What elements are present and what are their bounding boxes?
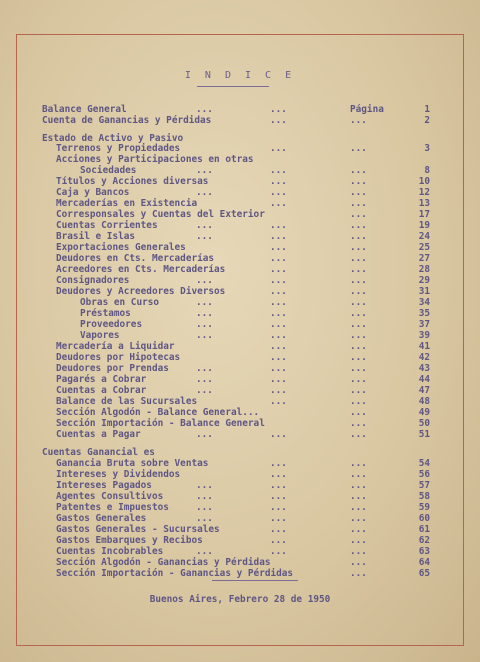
toc-entry-page-number: 48	[418, 396, 430, 407]
toc-entry-label: Acciones y Participaciones en otras	[56, 154, 254, 165]
toc-entry-leader: ...	[270, 480, 287, 491]
toc-entry	[0, 480, 480, 491]
toc-entry-leader: ...	[270, 458, 287, 469]
toc-entry-leader: ...	[270, 524, 287, 535]
toc-entry-leader: ...	[350, 308, 367, 319]
toc-entry	[0, 297, 480, 308]
toc-entry	[0, 396, 480, 407]
toc-entry-page-number: 39	[418, 330, 430, 341]
toc-entry	[0, 469, 480, 480]
toc-entry-leader: ...	[350, 491, 367, 502]
toc-entry-leader: ...	[350, 220, 367, 231]
toc-entry	[0, 242, 480, 253]
toc-entry-leader: ...	[270, 535, 287, 546]
toc-entry-label: Cuentas Ganancial es	[42, 447, 155, 458]
toc-entry-page-number: 61	[418, 524, 430, 535]
toc-entry-page-number: 34	[418, 297, 430, 308]
toc-entry-leader: ...	[196, 220, 213, 231]
toc-entry-leader: ...	[270, 491, 287, 502]
toc-entry-leader: ...	[270, 297, 287, 308]
toc-entry	[0, 491, 480, 502]
toc-entry	[0, 330, 480, 341]
toc-entry-leader: ...	[350, 253, 367, 264]
toc-entry-leader: ...	[270, 363, 287, 374]
toc-entry-page-number: 31	[418, 286, 430, 297]
toc-entry	[0, 524, 480, 535]
toc-entry-page-number: 2	[424, 115, 430, 126]
toc-entry-leader: ...	[350, 242, 367, 253]
toc-entry-leader: ...	[350, 407, 367, 418]
toc-entry-leader: ...	[270, 469, 287, 480]
toc-entry	[0, 143, 480, 154]
toc-entry-label: Deudores en Cts. Mercaderías	[56, 253, 215, 264]
toc-entry-leader: ...	[196, 502, 213, 513]
toc-entry-leader: ...	[270, 396, 287, 407]
toc-entry	[0, 363, 480, 374]
toc-entry-page-number: 59	[418, 502, 430, 513]
toc-entry	[0, 374, 480, 385]
toc-entry-label: Balance General	[42, 104, 127, 115]
toc-entry-label: Gastos Generales	[56, 513, 147, 524]
toc-entry-label: Patentes e Impuestos	[56, 502, 169, 513]
toc-entry-page-number: 51	[418, 429, 430, 440]
toc-entry-leader: ...	[350, 297, 367, 308]
toc-entry-page-number: 58	[418, 491, 430, 502]
toc-entry-page-number: 60	[418, 513, 430, 524]
toc-entry-leader: ...	[350, 524, 367, 535]
toc-entry-label: Agentes Consultivos	[56, 491, 164, 502]
toc-entry-label: Proveedores	[80, 319, 143, 330]
toc-entry-page-number: 25	[418, 242, 430, 253]
toc-entry-label: Cuentas Incobrables	[56, 546, 164, 557]
toc-entry	[0, 154, 480, 165]
toc-entry-page-number: 1	[424, 104, 430, 115]
toc-entry-label: Cuenta de Ganancias y Pérdidas	[42, 115, 212, 126]
toc-entry	[0, 385, 480, 396]
toc-entry-label: Sociedades	[80, 165, 137, 176]
toc-entry-leader: ...	[270, 319, 287, 330]
toc-entry-leader: ...	[270, 330, 287, 341]
toc-entry-page-number: 35	[418, 308, 430, 319]
toc-entry-label: Intereses y Dividendos	[56, 469, 181, 480]
toc-entry-leader: ...	[270, 198, 287, 209]
toc-entry	[0, 319, 480, 330]
toc-entry-leader: ...	[350, 275, 367, 286]
toc-entry-leader: ...	[350, 264, 367, 275]
toc-entry-leader: ...	[196, 187, 213, 198]
toc-entry-label: Sección Importación - Ganancias y Pérdidas	[56, 568, 294, 579]
toc-entry-label: Cuentas Corrientes	[56, 220, 158, 231]
toc-entry	[0, 220, 480, 231]
toc-entry	[0, 198, 480, 209]
toc-entry	[0, 429, 480, 440]
toc-entry-leader: ...	[270, 308, 287, 319]
toc-entry-leader: ...	[270, 143, 287, 154]
toc-entry-page-number: 62	[418, 535, 430, 546]
toc-entry	[0, 341, 480, 352]
toc-entry-page-number: 54	[418, 458, 430, 469]
toc-entry-leader: ...	[196, 513, 213, 524]
toc-entry-leader: ...	[196, 429, 213, 440]
footer-rule	[212, 580, 298, 581]
toc-entry	[0, 104, 480, 115]
toc-entry-page-number: 27	[418, 253, 430, 264]
toc-entry-leader: ...	[350, 165, 367, 176]
toc-entry	[0, 286, 480, 297]
toc-entry-leader: ...	[270, 231, 287, 242]
toc-entry-page-number: 47	[418, 385, 430, 396]
toc-entry-leader: ...	[196, 374, 213, 385]
toc-entry	[0, 568, 480, 579]
toc-entry-leader: ...	[196, 319, 213, 330]
toc-entry-leader: ...	[350, 363, 367, 374]
toc-entry-leader: ...	[350, 209, 367, 220]
toc-entry-label: Préstamos	[80, 308, 131, 319]
toc-entry-label: Gastos Generales - Sucursales	[56, 524, 220, 535]
place-and-date: Buenos Aires, Febrero 28 de 1950	[149, 594, 331, 605]
toc-entry-page-number: 43	[418, 363, 430, 374]
toc-entry-leader: ...	[270, 385, 287, 396]
toc-entry	[0, 209, 480, 220]
toc-entry-leader: ...	[196, 104, 213, 115]
toc-entry-leader: ...	[270, 253, 287, 264]
toc-entry-leader: ...	[196, 330, 213, 341]
toc-entry-leader: ...	[270, 176, 287, 187]
toc-entry-leader: ...	[270, 286, 287, 297]
toc-entry	[0, 165, 480, 176]
toc-entry-label: Balance de las Sucursales	[56, 396, 198, 407]
toc-entry	[0, 187, 480, 198]
toc-entry-page-number: 19	[418, 220, 430, 231]
toc-entry-leader: ...	[350, 568, 367, 579]
toc-entry-leader: Página	[350, 104, 384, 115]
toc-entry-page-number: 56	[418, 469, 430, 480]
toc-entry-leader: ...	[350, 330, 367, 341]
toc-entry-leader: ...	[196, 308, 213, 319]
toc-entry-page-number: 8	[424, 165, 430, 176]
toc-entry-leader: ...	[350, 502, 367, 513]
toc-entry-leader: ...	[270, 104, 287, 115]
toc-entry-leader: ...	[270, 242, 287, 253]
toc-entry-leader: ...	[270, 187, 287, 198]
toc-entry-leader: ...	[270, 429, 287, 440]
toc-entry-leader: ...	[270, 165, 287, 176]
toc-entry-page-number: 12	[418, 187, 430, 198]
toc-entry-page-number: 50	[418, 418, 430, 429]
toc-entry	[0, 253, 480, 264]
toc-entry-label: Cuentas a Cobrar	[56, 385, 147, 396]
toc-entry-page-number: 44	[418, 374, 430, 385]
toc-entry-leader: ...	[270, 513, 287, 524]
toc-entry-page-number: 3	[424, 143, 430, 154]
index-title: I N D I C E	[184, 70, 296, 81]
toc-entry-page-number: 41	[418, 341, 430, 352]
toc-entry-leader: ...	[270, 546, 287, 557]
toc-entry-leader: ...	[350, 176, 367, 187]
toc-entry-leader: ...	[350, 513, 367, 524]
toc-entry-leader: ...	[270, 115, 287, 126]
toc-entry-label: Gastos Embarques y Recibos	[56, 535, 203, 546]
toc-entry	[0, 557, 480, 568]
toc-entry-label: Brasil e Islas	[56, 231, 136, 242]
toc-entry	[0, 535, 480, 546]
toc-entry-label: Pagarés a Cobrar	[56, 374, 147, 385]
toc-entry	[0, 546, 480, 557]
toc-entry-page-number: 63	[418, 546, 430, 557]
toc-entry-leader: ...	[350, 418, 367, 429]
toc-entry-leader: ...	[270, 264, 287, 275]
toc-entry-leader: ...	[196, 231, 213, 242]
toc-entry-label: Caja y Bancos	[56, 187, 130, 198]
toc-entry-leader: ...	[196, 297, 213, 308]
toc-entry-label: Títulos y Acciones diversas	[56, 176, 209, 187]
toc-entry-leader: ...	[350, 198, 367, 209]
toc-entry-page-number: 24	[418, 231, 430, 242]
toc-entry-leader: ...	[196, 275, 213, 286]
toc-entry-leader: ...	[350, 385, 367, 396]
toc-entry-page-number: 37	[418, 319, 430, 330]
toc-entry-label: Deudores por Hipotecas	[56, 352, 181, 363]
toc-entry-page-number: 49	[418, 407, 430, 418]
toc-entry-leader: ...	[196, 385, 213, 396]
toc-entry-label: Deudores por Prendas	[56, 363, 169, 374]
toc-entry-leader: ...	[350, 374, 367, 385]
toc-entry-leader: ...	[350, 341, 367, 352]
toc-entry	[0, 447, 480, 458]
toc-entry-page-number: 64	[418, 557, 430, 568]
toc-entry-label: Mercaderías en Existencia	[56, 198, 198, 209]
toc-entry-label: Vapores	[80, 330, 120, 341]
toc-entry-label: Corresponsales y Cuentas del Exterior	[56, 209, 265, 220]
toc-entry-label: Cuentas a Pagar	[56, 429, 141, 440]
toc-entry-leader: ...	[350, 480, 367, 491]
toc-entry-leader: ...	[350, 429, 367, 440]
toc-entry-page-number: 10	[418, 176, 430, 187]
toc-entry-leader: ...	[270, 341, 287, 352]
toc-entry-label: Acreedores en Cts. Mercaderías	[56, 264, 226, 275]
toc-entry-leader: ...	[350, 546, 367, 557]
toc-entry-leader: ...	[270, 502, 287, 513]
toc-entry-label: Sección Algodón - Balance General...	[56, 407, 260, 418]
toc-entry-label: Deudores y Acreedores Diversos	[56, 286, 226, 297]
toc-entry-label: Sección Importación - Balance General	[56, 418, 265, 429]
toc-entry-leader: ...	[350, 469, 367, 480]
toc-entry-label: Obras en Curso	[80, 297, 160, 308]
toc-entry-leader: ...	[350, 115, 367, 126]
toc-entry-label: Exportaciones Generales	[56, 242, 186, 253]
toc-entry-leader: ...	[196, 480, 213, 491]
toc-entry-leader: ...	[350, 187, 367, 198]
toc-entry-leader: ...	[350, 396, 367, 407]
toc-entry-page-number: 42	[418, 352, 430, 363]
toc-entry	[0, 458, 480, 469]
toc-entry	[0, 115, 480, 126]
toc-entry-label: Consignadores	[56, 275, 130, 286]
toc-entry	[0, 407, 480, 418]
toc-entry-page-number: 13	[418, 198, 430, 209]
toc-entry-leader: ...	[196, 165, 213, 176]
toc-entry	[0, 176, 480, 187]
toc-entry-leader: ...	[196, 363, 213, 374]
toc-entry-leader: ...	[350, 352, 367, 363]
toc-entry	[0, 275, 480, 286]
toc-entry-leader: ...	[270, 275, 287, 286]
toc-entry-leader: ...	[350, 458, 367, 469]
toc-entry-leader: ...	[350, 535, 367, 546]
toc-entry-leader: ...	[196, 491, 213, 502]
toc-entry-label: Ganancia Bruta sobre Ventas	[56, 458, 209, 469]
toc-entry	[0, 418, 480, 429]
toc-entry	[0, 502, 480, 513]
toc-entry-leader: ...	[270, 374, 287, 385]
toc-entry-leader: ...	[270, 352, 287, 363]
toc-entry-leader: ...	[350, 231, 367, 242]
toc-entry	[0, 231, 480, 242]
toc-entry-label: Estado de Activo y Pasivo	[42, 133, 184, 144]
toc-entry-leader: ...	[350, 319, 367, 330]
toc-entry-page-number: 28	[418, 264, 430, 275]
toc-entry-page-number: 29	[418, 275, 430, 286]
toc-entry-leader: ...	[196, 546, 213, 557]
toc-entry	[0, 513, 480, 524]
toc-entry-page-number: 57	[418, 480, 430, 491]
toc-entry-leader: ...	[350, 557, 367, 568]
toc-entry-page-number: 65	[418, 568, 430, 579]
toc-entry-leader: ...	[270, 220, 287, 231]
toc-entry-label: Mercadería a Liquidar	[56, 341, 175, 352]
toc-entry-label: Sección Algodón - Ganancias y Pérdidas	[56, 557, 271, 568]
toc-entry-label: Intereses Pagados	[56, 480, 152, 491]
toc-entry-label: Terrenos y Propiedades	[56, 143, 181, 154]
toc-entry-page-number: 17	[418, 209, 430, 220]
toc-entry	[0, 264, 480, 275]
toc-entry	[0, 308, 480, 319]
toc-entry	[0, 352, 480, 363]
toc-entry-leader: ...	[350, 143, 367, 154]
toc-entry-leader: ...	[350, 286, 367, 297]
